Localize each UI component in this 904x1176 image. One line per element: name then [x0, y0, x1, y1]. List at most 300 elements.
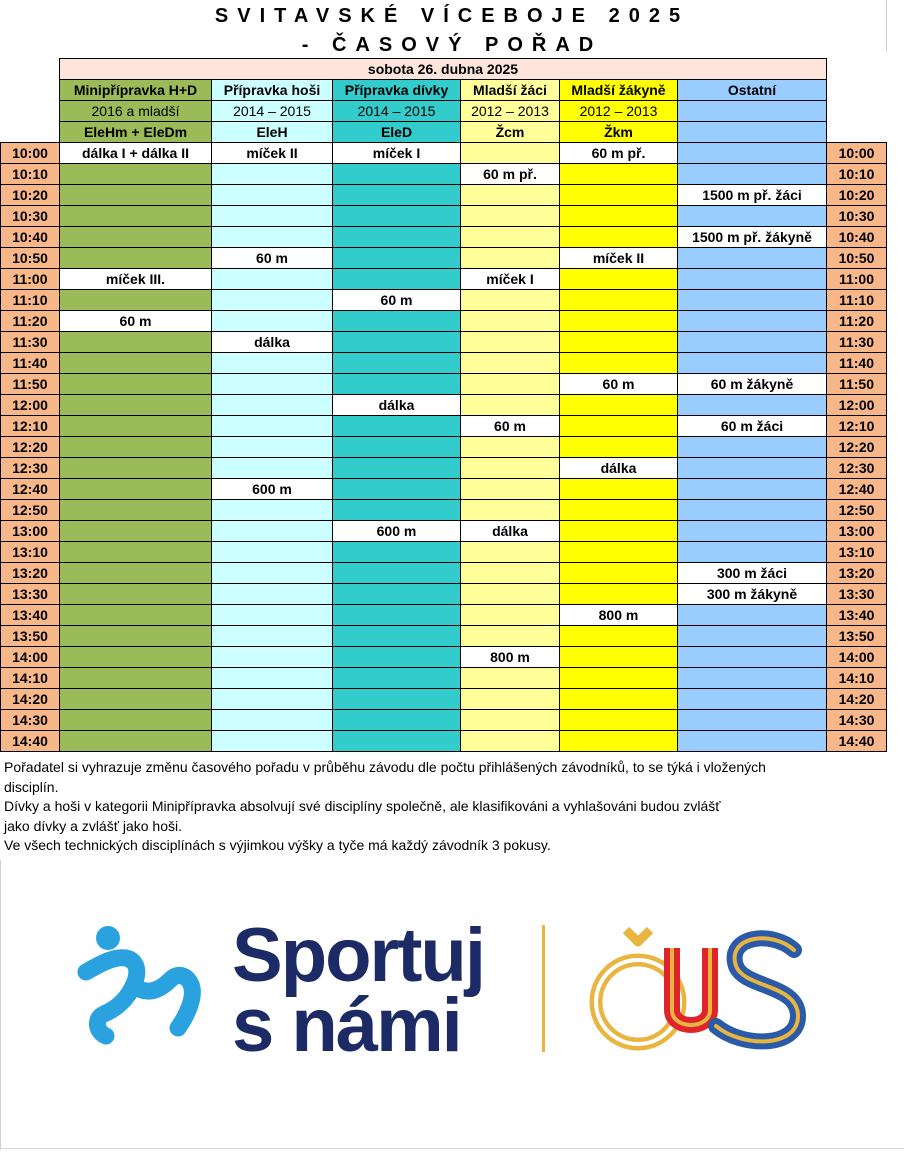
blank-cell: [1, 80, 60, 101]
time-cell: 12:00: [827, 395, 887, 416]
empty-cell: [212, 458, 333, 479]
page-edge: [0, 860, 1, 1150]
empty-cell: [333, 374, 461, 395]
table-row: [1, 248, 887, 269]
empty-cell: [461, 143, 560, 164]
empty-cell: [560, 290, 678, 311]
blank-cell: [1, 59, 60, 80]
table-row: [1, 332, 887, 353]
time-cell: 11:30: [827, 332, 887, 353]
empty-cell: [678, 668, 827, 689]
time-cell: 11:00: [827, 269, 887, 290]
time-cell: 10:00: [827, 143, 887, 164]
empty-cell: [212, 668, 333, 689]
table-row: [1, 605, 887, 626]
empty-cell: [60, 227, 212, 248]
category-years: [678, 101, 827, 122]
event-cell: 60 m: [461, 416, 560, 437]
empty-cell: [560, 479, 678, 500]
empty-cell: [560, 668, 678, 689]
empty-cell: [333, 626, 461, 647]
time-cell: 10:40: [827, 227, 887, 248]
header-row: [1, 80, 887, 101]
empty-cell: [333, 332, 461, 353]
empty-cell: [60, 710, 212, 731]
category-name: Mladší žáci: [461, 80, 560, 101]
event-cell: 60 m př.: [560, 143, 678, 164]
blank-cell: [827, 59, 887, 80]
empty-cell: [212, 542, 333, 563]
time-cell: 13:20: [1, 563, 60, 584]
table-row: [1, 584, 887, 605]
table-row: [1, 206, 887, 227]
time-cell: 12:20: [827, 437, 887, 458]
empty-cell: [60, 353, 212, 374]
runner-icon: [74, 924, 204, 1054]
event-cell: 600 m: [333, 521, 461, 542]
empty-cell: [461, 374, 560, 395]
empty-cell: [461, 353, 560, 374]
empty-cell: [60, 647, 212, 668]
empty-cell: [461, 668, 560, 689]
empty-cell: [461, 731, 560, 752]
empty-cell: [60, 437, 212, 458]
table-row: [1, 395, 887, 416]
empty-cell: [212, 395, 333, 416]
empty-cell: [60, 248, 212, 269]
empty-cell: [560, 332, 678, 353]
empty-cell: [60, 563, 212, 584]
empty-cell: [333, 248, 461, 269]
event-cell: dálka: [333, 395, 461, 416]
time-cell: 13:40: [1, 605, 60, 626]
table-row: [1, 626, 887, 647]
empty-cell: [461, 437, 560, 458]
time-cell: 14:40: [1, 731, 60, 752]
time-cell: 14:00: [1, 647, 60, 668]
empty-cell: [333, 227, 461, 248]
empty-cell: [461, 395, 560, 416]
event-cell: míček I: [333, 143, 461, 164]
empty-cell: [212, 605, 333, 626]
empty-cell: [461, 689, 560, 710]
time-cell: 14:30: [827, 710, 887, 731]
empty-cell: [212, 311, 333, 332]
time-cell: 11:50: [1, 374, 60, 395]
empty-cell: [212, 290, 333, 311]
empty-cell: [333, 563, 461, 584]
sportuj-logo-line1: Sportuj: [232, 913, 484, 998]
empty-cell: [461, 185, 560, 206]
category-code: [678, 122, 827, 143]
time-cell: 13:20: [827, 563, 887, 584]
empty-cell: [461, 458, 560, 479]
time-cell: 10:40: [1, 227, 60, 248]
empty-cell: [678, 290, 827, 311]
empty-cell: [678, 248, 827, 269]
empty-cell: [560, 584, 678, 605]
empty-cell: [461, 500, 560, 521]
empty-cell: [333, 647, 461, 668]
empty-cell: [60, 290, 212, 311]
time-cell: 14:00: [827, 647, 887, 668]
event-cell: míček I: [461, 269, 560, 290]
empty-cell: [333, 164, 461, 185]
category-years: 2012 – 2013: [560, 101, 678, 122]
empty-cell: [678, 689, 827, 710]
category-code: Žkm: [560, 122, 678, 143]
empty-cell: [678, 710, 827, 731]
empty-cell: [333, 311, 461, 332]
time-cell: 11:50: [827, 374, 887, 395]
empty-cell: [212, 437, 333, 458]
empty-cell: [212, 689, 333, 710]
empty-cell: [461, 710, 560, 731]
time-cell: 13:10: [827, 542, 887, 563]
empty-cell: [678, 500, 827, 521]
empty-cell: [212, 227, 333, 248]
event-cell: 800 m: [560, 605, 678, 626]
empty-cell: [212, 521, 333, 542]
event-cell: 300 m žáci: [678, 563, 827, 584]
empty-cell: [60, 521, 212, 542]
empty-cell: [678, 731, 827, 752]
time-cell: 13:10: [1, 542, 60, 563]
event-cell: míček III.: [60, 269, 212, 290]
empty-cell: [60, 584, 212, 605]
empty-cell: [678, 605, 827, 626]
category-name: Mladší žákyně: [560, 80, 678, 101]
event-cell: dálka: [560, 458, 678, 479]
time-cell: 12:10: [1, 416, 60, 437]
event-cell: 600 m: [212, 479, 333, 500]
empty-cell: [333, 353, 461, 374]
empty-cell: [560, 269, 678, 290]
empty-cell: [461, 479, 560, 500]
empty-cell: [333, 206, 461, 227]
empty-cell: [212, 563, 333, 584]
date-row: [1, 59, 887, 80]
page-subtitle: - ČASOVÝ POŘAD: [301, 34, 603, 56]
empty-cell: [678, 311, 827, 332]
empty-cell: [60, 689, 212, 710]
empty-cell: [560, 437, 678, 458]
event-cell: 800 m: [461, 647, 560, 668]
empty-cell: [461, 605, 560, 626]
event-cell: 60 m: [212, 248, 333, 269]
time-cell: 11:10: [1, 290, 60, 311]
event-cell: 60 m: [60, 311, 212, 332]
table-row: [1, 563, 887, 584]
empty-cell: [560, 626, 678, 647]
note-line: Pořadatel si vyhrazuje změnu časového pořadu v průběhu závodu dle počtu přihlášených závodníků, to se týká i vložených: [4, 759, 766, 775]
empty-cell: [60, 731, 212, 752]
time-cell: 13:00: [827, 521, 887, 542]
page-title: SVITAVSKÉ VÍCEBOJE 2025: [214, 5, 690, 27]
empty-cell: [333, 416, 461, 437]
event-cell: 60 m: [333, 290, 461, 311]
empty-cell: [678, 521, 827, 542]
event-cell: 60 m: [560, 374, 678, 395]
empty-cell: [333, 584, 461, 605]
empty-cell: [60, 500, 212, 521]
table-row: [1, 227, 887, 248]
empty-cell: [60, 458, 212, 479]
table-row: [1, 689, 887, 710]
empty-cell: [678, 164, 827, 185]
empty-cell: [333, 689, 461, 710]
empty-cell: [560, 563, 678, 584]
category-years: 2014 – 2015: [212, 101, 333, 122]
category-name: Minipřípravka H+D: [60, 80, 212, 101]
empty-cell: [212, 731, 333, 752]
category-name: Ostatní: [678, 80, 827, 101]
empty-cell: [560, 710, 678, 731]
empty-cell: [678, 143, 827, 164]
empty-cell: [678, 626, 827, 647]
time-cell: 12:00: [1, 395, 60, 416]
empty-cell: [333, 731, 461, 752]
time-cell: 11:10: [827, 290, 887, 311]
empty-cell: [560, 689, 678, 710]
empty-cell: [461, 290, 560, 311]
time-cell: 14:30: [1, 710, 60, 731]
event-cell: 300 m žákyně: [678, 584, 827, 605]
empty-cell: [678, 353, 827, 374]
event-cell: 60 m žákyně: [678, 374, 827, 395]
header-row: [1, 122, 887, 143]
sportuj-logo-line2: s námi: [232, 983, 461, 1068]
empty-cell: [461, 563, 560, 584]
empty-cell: [678, 332, 827, 353]
time-cell: 12:50: [1, 500, 60, 521]
column-divider: [886, 0, 887, 52]
empty-cell: [333, 668, 461, 689]
category-years: 2012 – 2013: [461, 101, 560, 122]
empty-cell: [212, 416, 333, 437]
time-cell: 12:40: [827, 479, 887, 500]
schedule-date: sobota 26. dubna 2025: [60, 59, 827, 80]
time-cell: 14:20: [1, 689, 60, 710]
empty-cell: [678, 395, 827, 416]
blank-cell: [1, 101, 60, 122]
time-cell: 10:00: [1, 143, 60, 164]
time-cell: 10:30: [827, 206, 887, 227]
empty-cell: [461, 311, 560, 332]
time-cell: 13:00: [1, 521, 60, 542]
event-cell: míček II: [212, 143, 333, 164]
time-cell: 13:30: [827, 584, 887, 605]
note-line: Dívky a hoši v kategorii Minipřípravka absolvují své disciplíny společně, ale klasifikováni a vyhlašováni budou zvlášť: [4, 798, 721, 814]
empty-cell: [333, 269, 461, 290]
event-cell: dálka I + dálka II: [60, 143, 212, 164]
empty-cell: [60, 668, 212, 689]
empty-cell: [333, 710, 461, 731]
time-cell: 11:20: [827, 311, 887, 332]
time-cell: 14:20: [827, 689, 887, 710]
event-cell: 60 m žáci: [678, 416, 827, 437]
table-row: [1, 143, 887, 164]
empty-cell: [560, 416, 678, 437]
empty-cell: [212, 164, 333, 185]
empty-cell: [60, 185, 212, 206]
empty-cell: [333, 437, 461, 458]
table-row: [1, 647, 887, 668]
empty-cell: [212, 710, 333, 731]
empty-cell: [333, 542, 461, 563]
empty-cell: [678, 206, 827, 227]
empty-cell: [212, 647, 333, 668]
event-cell: 1500 m př. žákyně: [678, 227, 827, 248]
empty-cell: [60, 626, 212, 647]
category-name: Přípravka hoši: [212, 80, 333, 101]
logo-divider: [542, 925, 545, 1052]
time-cell: 10:50: [1, 248, 60, 269]
time-cell: 11:40: [1, 353, 60, 374]
empty-cell: [678, 458, 827, 479]
table-row: [1, 500, 887, 521]
empty-cell: [333, 500, 461, 521]
table-row: [1, 731, 887, 752]
time-cell: 12:10: [827, 416, 887, 437]
time-cell: 14:10: [1, 668, 60, 689]
empty-cell: [560, 731, 678, 752]
empty-cell: [560, 395, 678, 416]
time-cell: 11:40: [827, 353, 887, 374]
empty-cell: [212, 206, 333, 227]
time-cell: 13:50: [1, 626, 60, 647]
time-cell: 10:20: [1, 185, 60, 206]
empty-cell: [60, 416, 212, 437]
empty-cell: [212, 185, 333, 206]
empty-cell: [560, 311, 678, 332]
empty-cell: [333, 605, 461, 626]
time-cell: 12:30: [827, 458, 887, 479]
empty-cell: [333, 185, 461, 206]
category-code: Žcm: [461, 122, 560, 143]
time-cell: 12:30: [1, 458, 60, 479]
empty-cell: [678, 269, 827, 290]
empty-cell: [560, 206, 678, 227]
time-cell: 14:10: [827, 668, 887, 689]
empty-cell: [212, 500, 333, 521]
empty-cell: [560, 164, 678, 185]
time-cell: 13:50: [827, 626, 887, 647]
notes: [4, 758, 884, 856]
time-cell: 11:20: [1, 311, 60, 332]
event-cell: dálka: [212, 332, 333, 353]
blank-cell: [827, 80, 887, 101]
table-row: [1, 668, 887, 689]
table-row: [1, 437, 887, 458]
time-cell: 12:40: [1, 479, 60, 500]
empty-cell: [212, 353, 333, 374]
header-row: [1, 101, 887, 122]
empty-cell: [560, 500, 678, 521]
table-row: [1, 542, 887, 563]
empty-cell: [60, 479, 212, 500]
empty-cell: [212, 374, 333, 395]
event-cell: míček II: [560, 248, 678, 269]
empty-cell: [678, 479, 827, 500]
time-cell: 12:20: [1, 437, 60, 458]
empty-cell: [60, 395, 212, 416]
time-cell: 10:50: [827, 248, 887, 269]
empty-cell: [678, 437, 827, 458]
empty-cell: [560, 521, 678, 542]
table-row: [1, 374, 887, 395]
empty-cell: [560, 542, 678, 563]
table-row: [1, 311, 887, 332]
note-line: Ve všech technických disciplínách s výjimkou výšky a tyče má každý závodník 3 pokusy.: [4, 837, 551, 853]
table-row: [1, 185, 887, 206]
table-row: [1, 458, 887, 479]
note-line: disciplín.: [4, 778, 59, 795]
time-cell: 14:40: [827, 731, 887, 752]
cus-logo: [576, 924, 808, 1054]
empty-cell: [60, 542, 212, 563]
schedule-table: [0, 58, 887, 752]
empty-cell: [212, 626, 333, 647]
empty-cell: [461, 584, 560, 605]
table-row: [1, 353, 887, 374]
blank-cell: [827, 122, 887, 143]
note-line: jako dívky a zvlášť jako hoši.: [4, 817, 182, 834]
empty-cell: [678, 647, 827, 668]
table-row: [1, 521, 887, 542]
empty-cell: [461, 248, 560, 269]
empty-cell: [60, 164, 212, 185]
empty-cell: [60, 206, 212, 227]
empty-cell: [461, 206, 560, 227]
blank-cell: [1, 122, 60, 143]
empty-cell: [461, 332, 560, 353]
category-code: EleHm + EleDm: [60, 122, 212, 143]
empty-cell: [560, 185, 678, 206]
empty-cell: [461, 626, 560, 647]
category-code: EleH: [212, 122, 333, 143]
time-cell: 11:00: [1, 269, 60, 290]
category-code: EleD: [333, 122, 461, 143]
time-cell: 13:30: [1, 584, 60, 605]
empty-cell: [333, 458, 461, 479]
time-cell: 11:30: [1, 332, 60, 353]
time-cell: 12:50: [827, 500, 887, 521]
table-row: [1, 164, 887, 185]
empty-cell: [560, 227, 678, 248]
time-cell: 13:40: [827, 605, 887, 626]
blank-cell: [827, 101, 887, 122]
empty-cell: [60, 605, 212, 626]
event-cell: dálka: [461, 521, 560, 542]
empty-cell: [212, 584, 333, 605]
empty-cell: [461, 227, 560, 248]
empty-cell: [560, 647, 678, 668]
table-row: [1, 479, 887, 500]
table-row: [1, 710, 887, 731]
time-cell: 10:10: [1, 164, 60, 185]
event-cell: 60 m př.: [461, 164, 560, 185]
category-years: 2016 a mladší: [60, 101, 212, 122]
time-cell: 10:10: [827, 164, 887, 185]
empty-cell: [560, 353, 678, 374]
table-row: [1, 416, 887, 437]
event-cell: 1500 m př. žáci: [678, 185, 827, 206]
empty-cell: [678, 542, 827, 563]
time-cell: 10:20: [827, 185, 887, 206]
table-row: [1, 290, 887, 311]
bottom-border: [0, 1148, 904, 1149]
